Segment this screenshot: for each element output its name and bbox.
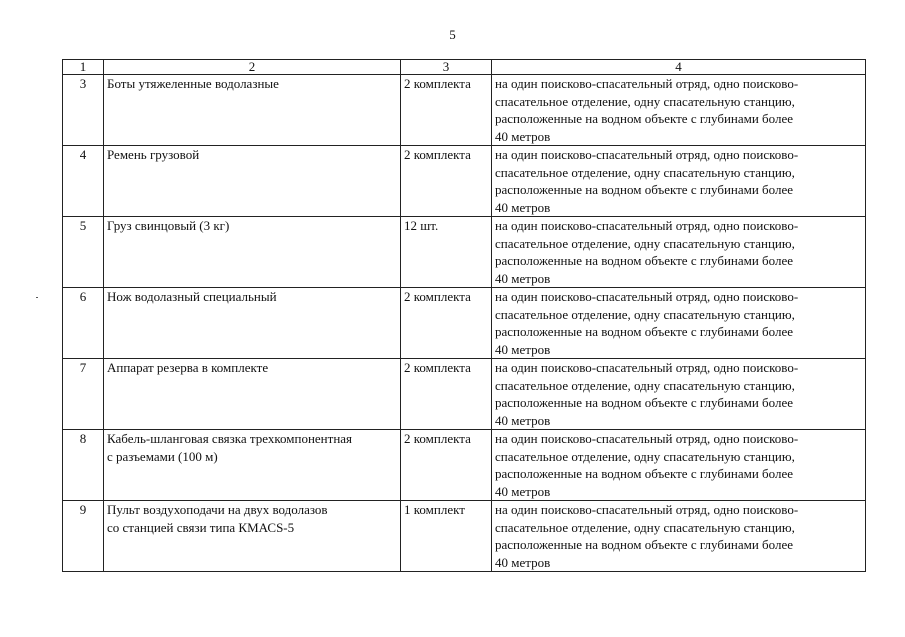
row-number: 6 (63, 288, 104, 359)
item-note-text: на один поисково-спасательный отряд, одно поисково- спасательное отделение, одну спасательную станцию, расположенные на водном объекте с глубинами более 40 метров (495, 289, 799, 357)
item-note (492, 430, 866, 501)
item-note-text: на один поисково-спасательный отряд, одно поисково- спасательное отделение, одну спасательную станцию, расположенные на водном объекте с глубинами более 40 метров (495, 76, 799, 144)
item-note-text: на один поисково-спасательный отряд, одно поисково- спасательное отделение, одну спасательную станцию, расположенные на водном объекте с глубинами более 40 метров (495, 360, 799, 428)
equipment-table (62, 59, 866, 572)
item-name (104, 146, 401, 217)
row-number: 3 (63, 75, 104, 146)
table-row (63, 75, 866, 146)
item-note (492, 359, 866, 430)
item-quantity: 2 комплекта (401, 359, 492, 430)
item-quantity: 12 шт. (401, 217, 492, 288)
item-note (492, 501, 866, 572)
header-col-2: 2 (104, 60, 401, 75)
table-row (63, 288, 866, 359)
item-name (104, 288, 401, 359)
item-quantity: 2 комплекта (401, 430, 492, 501)
header-col-1: 1 (63, 60, 104, 75)
table-row (63, 359, 866, 430)
item-name-text: Ремень грузовой (107, 147, 200, 162)
item-quantity: 2 комплекта (401, 75, 492, 146)
item-name-text: Аппарат резерва в комплекте (107, 360, 269, 375)
item-quantity: 2 комплекта (401, 146, 492, 217)
item-note-text: на один поисково-спасательный отряд, одно поисково- спасательное отделение, одну спасательную станцию, расположенные на водном объекте с глубинами более 40 метров (495, 431, 799, 499)
item-name (104, 75, 401, 146)
table-row (63, 430, 866, 501)
item-name (104, 359, 401, 430)
item-note-text: на один поисково-спасательный отряд, одно поисково- спасательное отделение, одну спасательную станцию, расположенные на водном объекте с глубинами более 40 метров (495, 502, 799, 570)
row-number: 4 (63, 146, 104, 217)
table-header (63, 60, 866, 75)
header-col-3: 3 (401, 60, 492, 75)
scan-artifact-dot (36, 297, 38, 298)
item-name-text: Боты утяжеленные водолазные (107, 76, 279, 91)
row-number: 7 (63, 359, 104, 430)
item-note (492, 75, 866, 146)
row-number: 8 (63, 430, 104, 501)
item-name (104, 217, 401, 288)
item-note-text: на один поисково-спасательный отряд, одно поисково- спасательное отделение, одну спасательную станцию, расположенные на водном объекте с глубинами более 40 метров (495, 218, 799, 286)
header-row (63, 60, 866, 75)
item-name-text: Пульт воздухоподачи на двух водолазов со станцией связи типа КМАСS-5 (107, 502, 328, 535)
item-name (104, 430, 401, 501)
item-note (492, 288, 866, 359)
item-note (492, 146, 866, 217)
row-number: 9 (63, 501, 104, 572)
table-row (63, 501, 866, 572)
item-name (104, 501, 401, 572)
table-body (63, 75, 866, 572)
item-note-text: на один поисково-спасательный отряд, одно поисково- спасательное отделение, одну спасательную станцию, расположенные на водном объекте с глубинами более 40 метров (495, 147, 799, 215)
item-quantity: 2 комплекта (401, 288, 492, 359)
item-name-text: Нож водолазный специальный (107, 289, 277, 304)
row-number: 5 (63, 217, 104, 288)
header-col-4: 4 (492, 60, 866, 75)
table-row (63, 217, 866, 288)
item-name-text: Груз свинцовый (3 кг) (107, 218, 230, 233)
table-row (63, 146, 866, 217)
item-note (492, 217, 866, 288)
item-quantity: 1 комплект (401, 501, 492, 572)
page-number: 5 (449, 27, 456, 42)
item-name-text: Кабель-шланговая связка трехкомпонентная с разъемами (100 м) (107, 431, 353, 464)
